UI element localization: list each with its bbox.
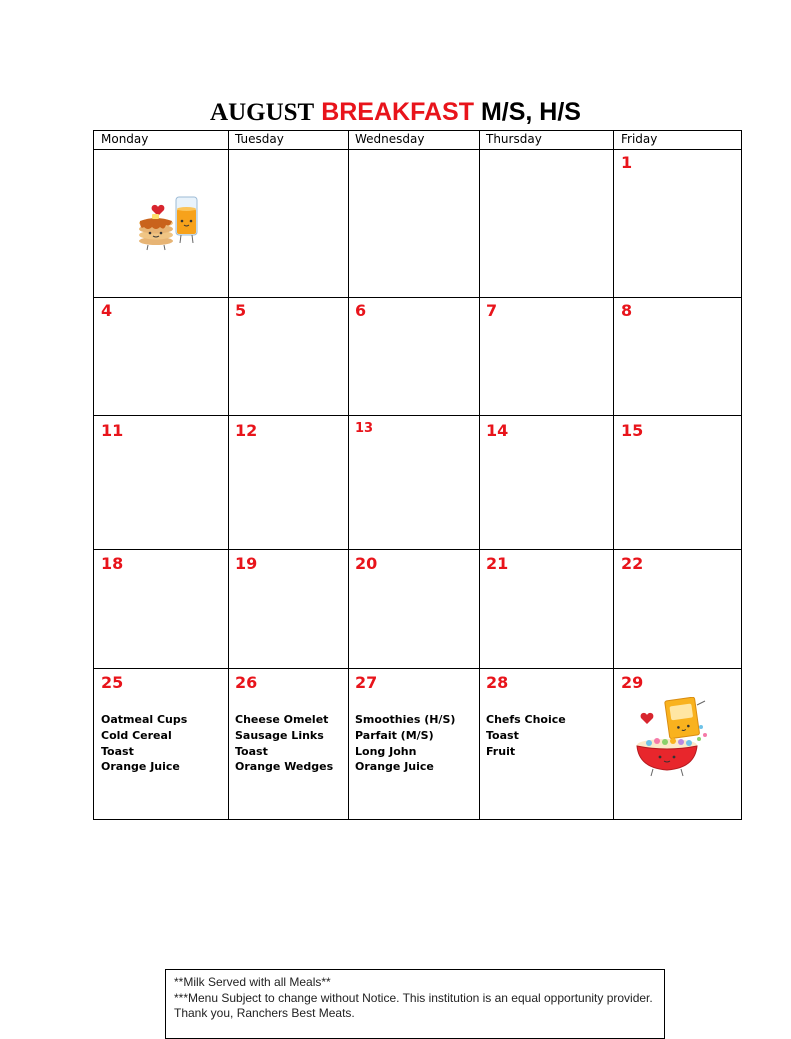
menu-list xyxy=(101,712,187,775)
day-header-friday: Friday xyxy=(621,132,658,146)
grid-line xyxy=(94,415,741,416)
date-number: 22 xyxy=(621,554,644,573)
footer-disclaimer: ***Menu Subject to change without Notice. This institution is an equal opportunity provider. Thank you, Ranchers Best Meats. xyxy=(174,990,653,1020)
menu-list xyxy=(355,712,455,775)
date-number: 21 xyxy=(486,554,509,573)
menu-item: Toast xyxy=(235,744,268,758)
grid-line xyxy=(348,131,349,819)
menu-item: Parfait (M/S) xyxy=(355,728,434,742)
grid-line xyxy=(94,549,741,550)
date-number: 13 xyxy=(355,421,374,436)
date-number: 1 xyxy=(621,153,633,172)
menu-list xyxy=(486,712,566,759)
date-number: 8 xyxy=(621,301,633,320)
menu-item: Orange Wedges xyxy=(235,760,334,774)
footer-notes xyxy=(165,969,665,1039)
menu-list xyxy=(235,712,333,775)
date-number: 28 xyxy=(486,673,509,692)
grid-line xyxy=(479,131,480,819)
menu-item: Chefs Choice xyxy=(486,713,566,726)
date-number: 18 xyxy=(101,554,124,573)
menu-item: Toast xyxy=(486,728,519,742)
day-header-thursday: Thursday xyxy=(486,132,542,146)
date-number: 7 xyxy=(486,301,498,320)
date-number: 5 xyxy=(235,301,247,320)
page-title xyxy=(0,96,791,129)
menu-item: Oatmeal Cups xyxy=(101,713,188,726)
grid-line xyxy=(228,131,229,819)
day-header-tuesday: Tuesday xyxy=(235,132,284,146)
footer-milk-note: **Milk Served with all Meals** xyxy=(174,975,331,989)
menu-item: Long John xyxy=(355,744,417,758)
title-schools: M/S, H/S xyxy=(480,98,581,126)
pancakes-juice-icon xyxy=(138,193,202,251)
grid-line xyxy=(613,131,614,819)
menu-item: Sausage Links xyxy=(235,728,324,742)
calendar-grid xyxy=(93,130,742,820)
menu-item: Fruit xyxy=(486,744,516,758)
date-number: 27 xyxy=(355,673,378,692)
date-number: 29 xyxy=(621,673,644,692)
date-number: 6 xyxy=(355,301,367,320)
title-month: AUGUST xyxy=(210,99,315,126)
grid-line xyxy=(94,297,741,298)
date-number: 12 xyxy=(235,421,258,440)
date-number: 14 xyxy=(486,421,509,440)
date-number: 26 xyxy=(235,673,258,692)
day-header-wednesday: Wednesday xyxy=(355,132,425,146)
menu-item: Orange Juice xyxy=(355,760,434,774)
date-number: 15 xyxy=(621,421,644,440)
menu-item: Smoothies (H/S) xyxy=(355,713,456,726)
date-number: 20 xyxy=(355,554,378,573)
date-number: 19 xyxy=(235,554,258,573)
menu-item: Cheese Omelet xyxy=(235,713,329,726)
title-meal: BREAKFAST xyxy=(321,98,474,126)
cereal-bowl-icon xyxy=(629,697,719,779)
date-number: 25 xyxy=(101,673,124,692)
date-number: 4 xyxy=(101,301,113,320)
grid-line xyxy=(94,668,741,669)
menu-item: Toast xyxy=(101,744,134,758)
date-number: 11 xyxy=(101,421,124,440)
day-header-monday: Monday xyxy=(101,132,149,146)
menu-item: Orange Juice xyxy=(101,760,180,774)
menu-item: Cold Cereal xyxy=(101,728,172,742)
grid-line xyxy=(94,149,741,150)
